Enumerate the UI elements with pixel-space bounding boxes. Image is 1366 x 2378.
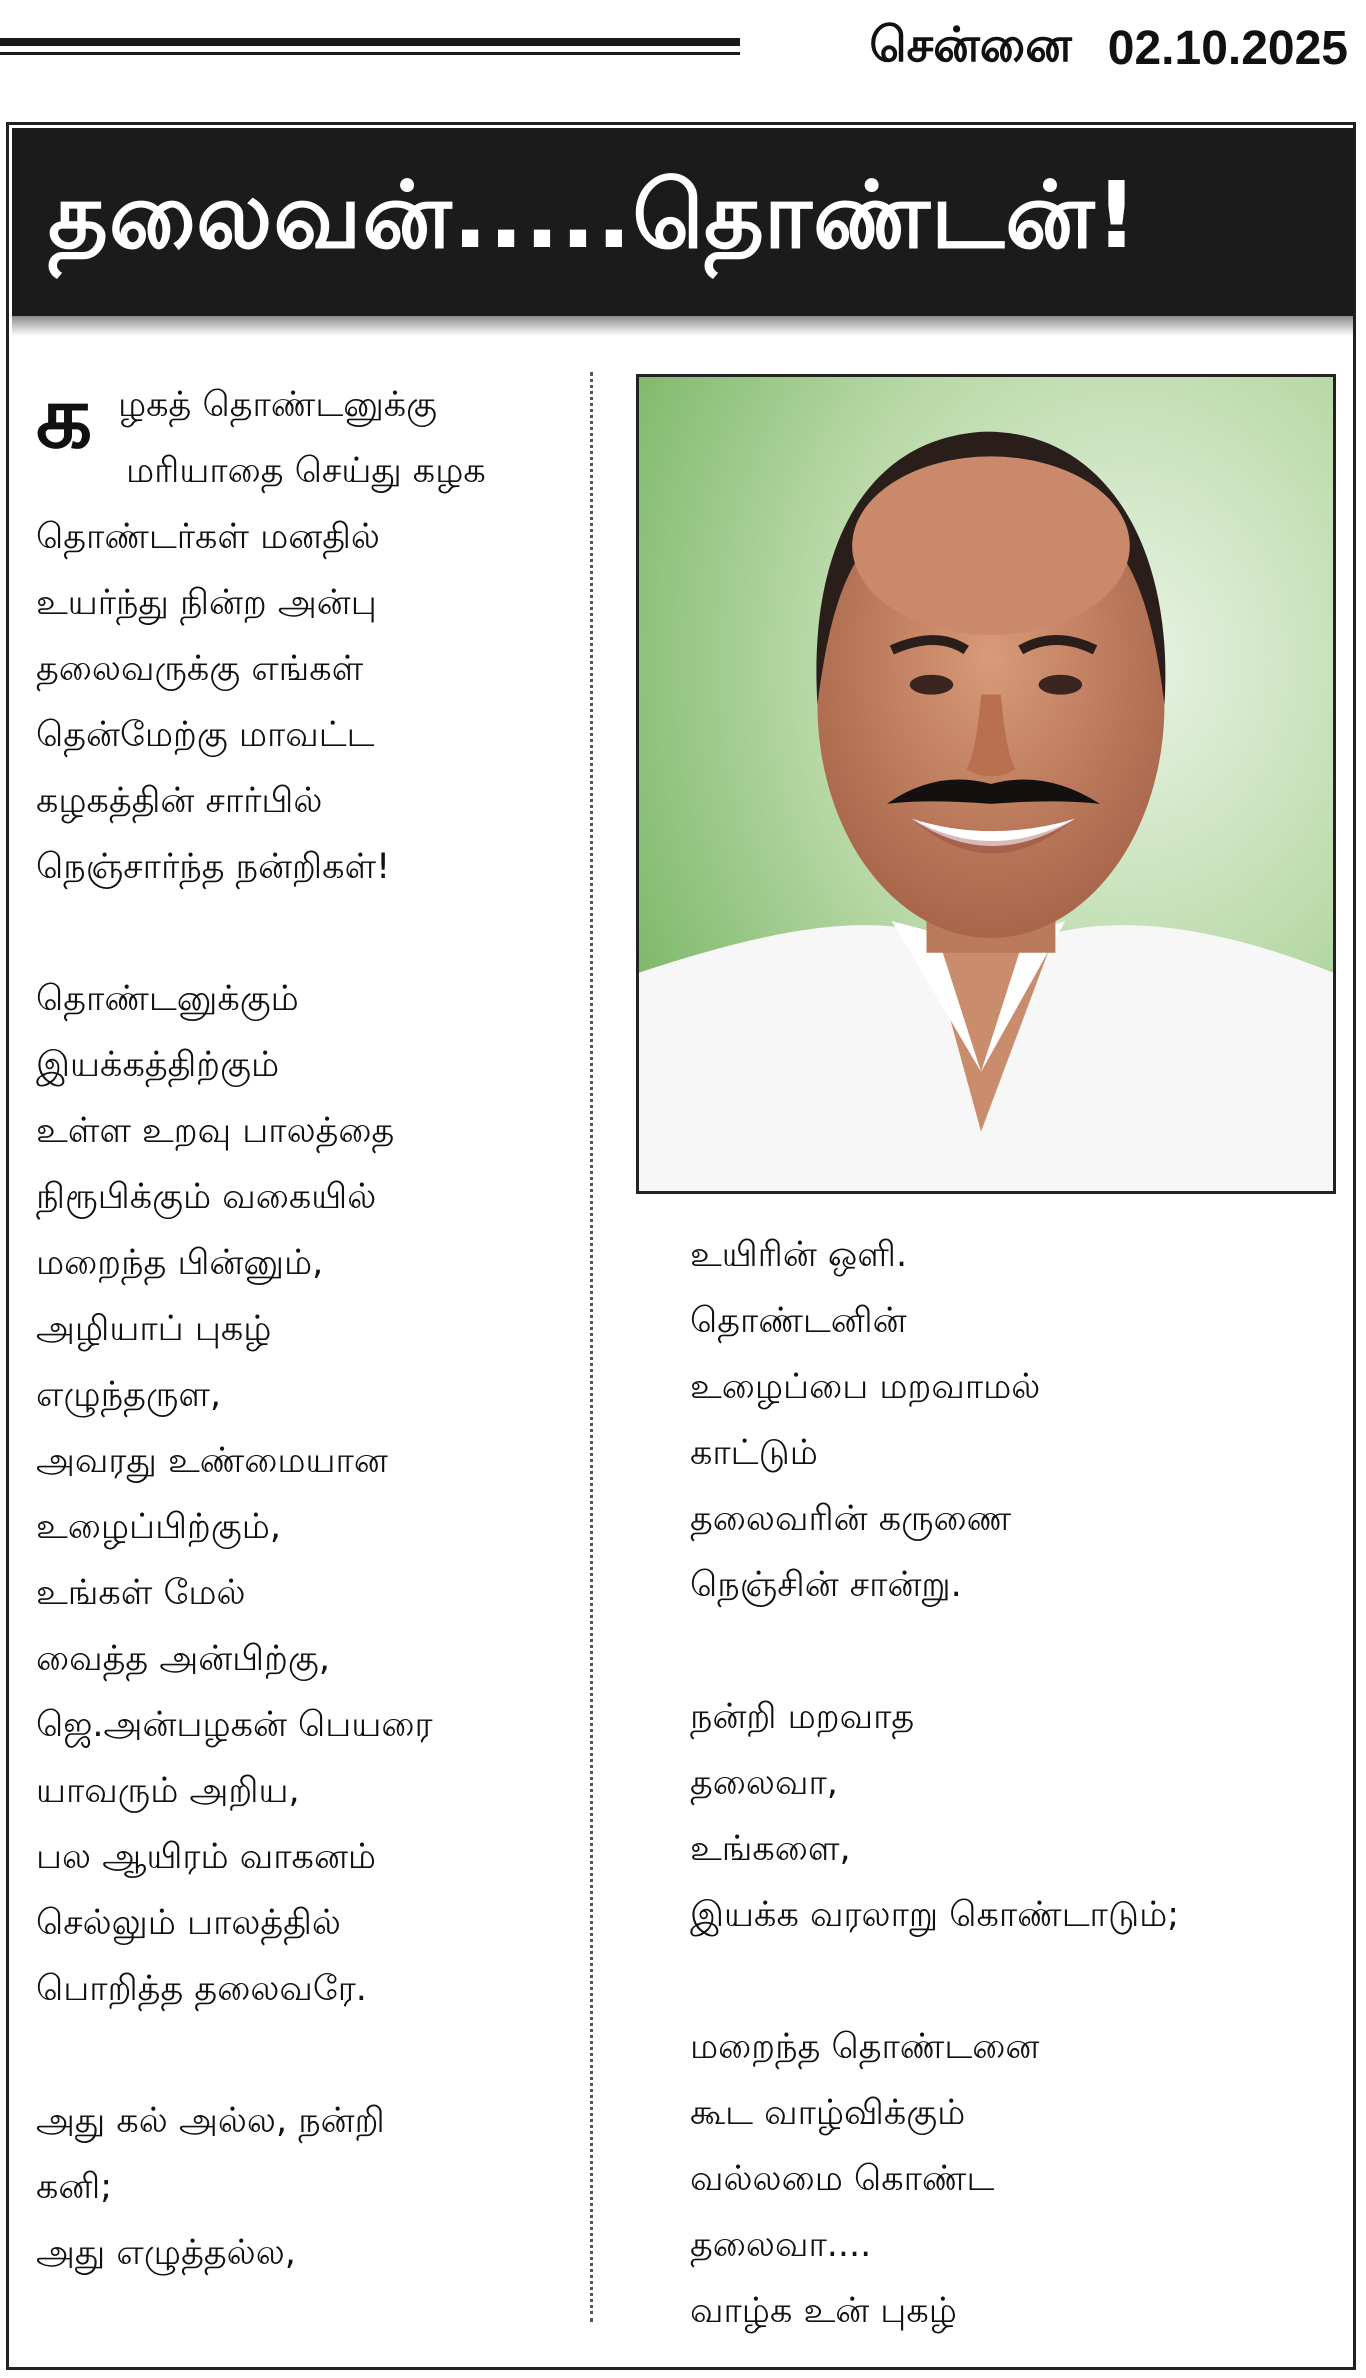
column-divider [590,372,593,2322]
text-line: நன்றி மறவாத [690,1697,915,1737]
portrait-photo [636,374,1336,1194]
text-line: உழைப்பிற்கும், [36,1507,282,1547]
text-line: அது எழுத்தல்ல, [36,2233,296,2273]
text-line: ழகத் தொண்டனுக்கு [118,385,438,425]
text-line: மறைந்த தொண்டனை [690,2027,1040,2067]
text-line: யாவரும் அறிய, [36,1771,300,1811]
text-line: தொண்டர்கள் மனதில் [36,517,380,557]
dateline [869,8,1348,88]
drop-cap: க [36,365,93,468]
headline-band [12,128,1354,316]
text-line: தொண்டனின் [690,1301,907,1341]
text-line: உள்ள உறவு பாலத்தை [36,1111,395,1151]
article-left-column [36,365,576,2286]
text-line: தலைவருக்கு எங்கள் [36,649,364,689]
text-line: தலைவா, [690,1763,838,1803]
headline-shadow [12,316,1354,336]
text-line: நெஞ்சார்ந்த நன்றிகள்! [36,847,391,887]
text-line: செல்லும் பாலத்தில் [36,1903,341,1943]
dateline-city: சென்னை [869,18,1072,72]
masthead-bar [0,0,1366,98]
text-line: வைத்த அன்பிற்கு, [36,1639,330,1679]
text-line: எழுந்தருள, [36,1375,222,1415]
text-line: காட்டும் [690,1433,818,1473]
text-line: கழகத்தின் சார்பில் [36,781,323,821]
text-line: அது கல் அல்ல, நன்றி [36,2101,385,2141]
text-line: உங்கள் மேல் [36,1573,246,1613]
text-line: அவரது உண்மையான [36,1441,388,1481]
text-line: ஜெ.அன்பழகன் பெயரை [36,1705,433,1745]
stanza-gap [690,1948,1320,2014]
stanza-gap [36,900,576,966]
text-line: தலைவா.... [690,2225,872,2265]
headline: தலைவன்.....தொண்டன்! [48,162,1139,269]
masthead-rule-thin [0,52,740,55]
text-line: கனி; [36,2167,113,2207]
text-line: நெஞ்சின் சான்று. [690,1565,962,1605]
text-line: கூட வாழ்விக்கும் [690,2093,966,2133]
dateline-date: 02.10.2025 [1107,21,1348,75]
text-line: நிரூபிக்கும் வகையில் [36,1177,377,1217]
article-right-column [690,1222,1320,2344]
text-line: இயக்கத்திற்கும் [36,1045,280,1085]
stanza-gap [36,2022,576,2088]
text-line: பல ஆயிரம் வாகனம் [36,1837,377,1877]
text-line: உழைப்பை மறவாமல் [690,1367,1041,1407]
text-line: பொறித்த தலைவரே. [36,1969,367,2009]
text-line: தொண்டனுக்கும் [36,979,299,1019]
text-line: உயர்ந்து நின்ற அன்பு [36,583,377,623]
text-line: வல்லமை கொண்ட [690,2159,995,2199]
first-line [36,365,576,468]
text-line: தென்மேற்கு மாவட்ட [36,715,375,755]
stanza-gap [690,1618,1320,1684]
text-line: இயக்க வரலாறு கொண்டாடும்; [690,1895,1180,1935]
masthead-rule-thick [0,38,740,46]
text-line: அழியாப் புகழ் [36,1309,272,1349]
text-line: தலைவரின் கருணை [690,1499,1012,1539]
portrait-image [639,377,1333,1191]
text-line: வாழ்க உன் புகழ் [690,2291,957,2331]
text-line: மரியாதை செய்து கழக [126,451,486,491]
text-line: உங்களை, [690,1829,851,1869]
text-line: மறைந்த பின்னும், [36,1243,324,1283]
text-line: உயிரின் ஒளி. [690,1235,908,1275]
